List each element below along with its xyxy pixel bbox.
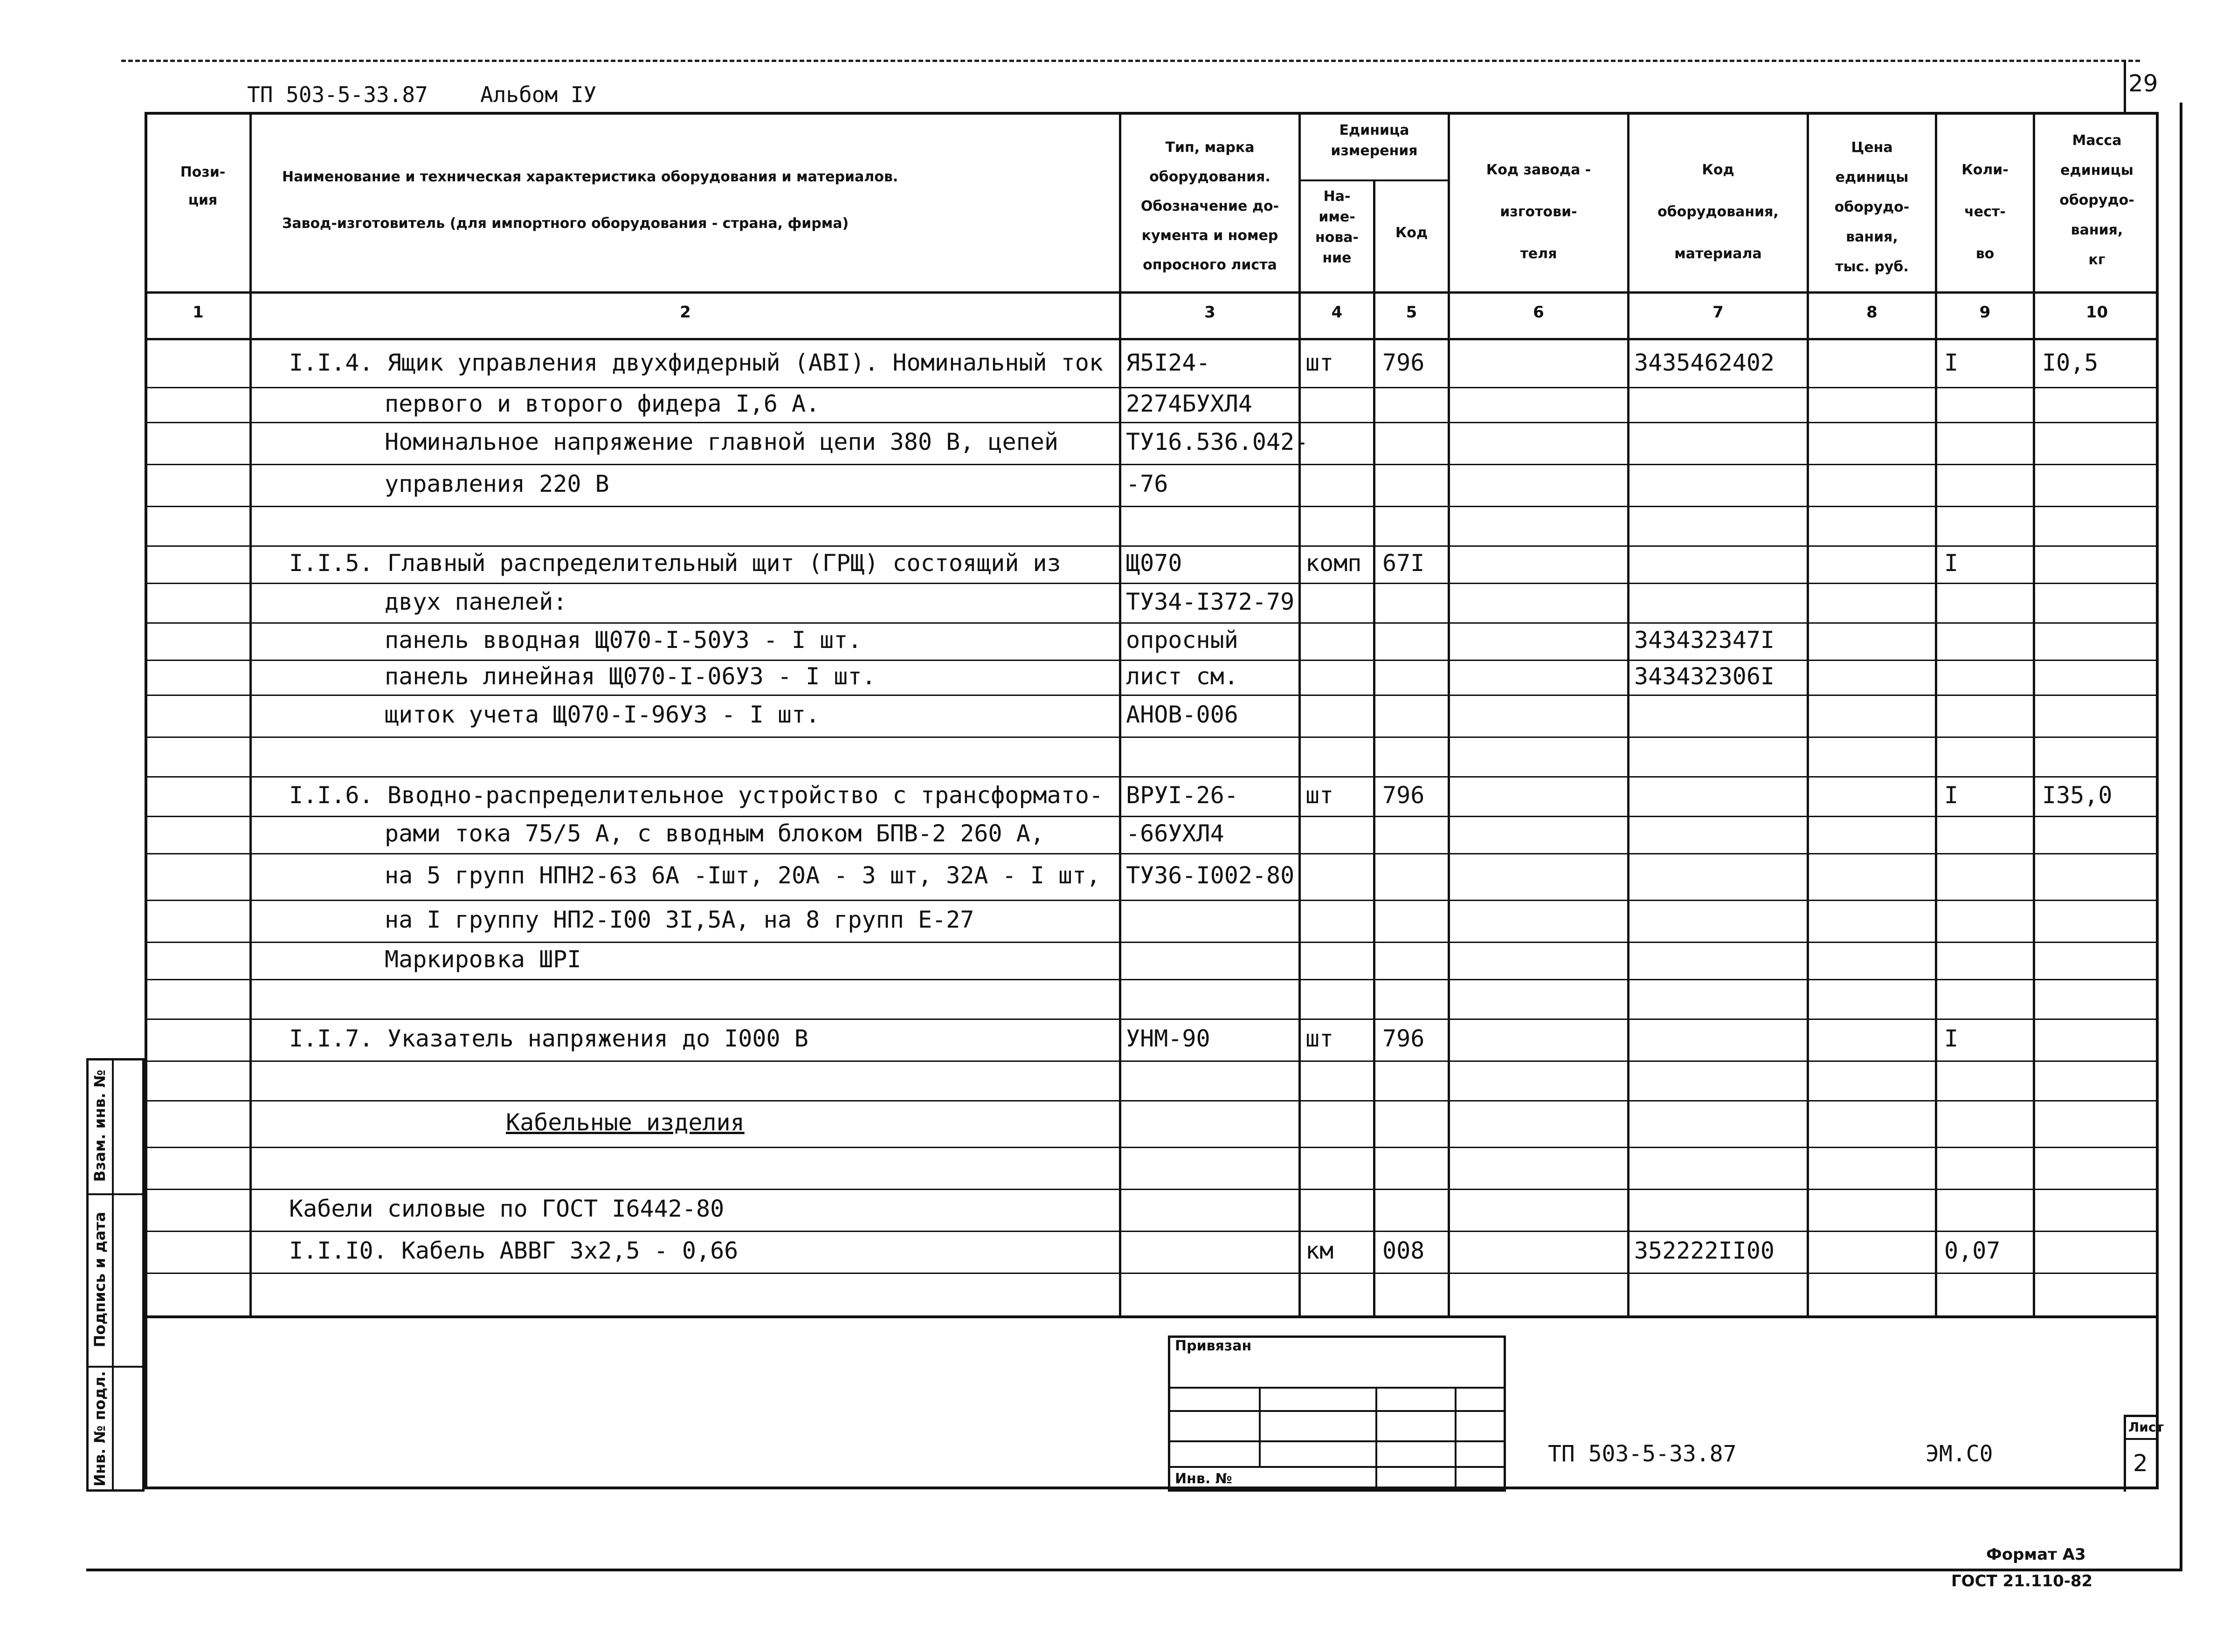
row-separator [145,695,2159,696]
cell-name: Кабели силовые по ГОСТ I6442-80 [289,1195,725,1222]
row-separator [145,816,2159,817]
row-separator [145,776,2159,778]
cell-type: ТУ34-I372-79 [1126,588,1295,615]
row-separator [145,853,2159,854]
cell-code: 796 [1382,781,1425,809]
row-separator [145,622,2159,624]
row-separator [145,1019,2159,1020]
list-label: Лист [2128,1419,2164,1435]
col-header-position: Пози- ция [180,164,226,208]
cell-mat-code: 343432347I [1634,626,1775,654]
cell-name: I.I.4. Ящик управления двухфидерный (АВI). Номинальный ток [289,349,1103,376]
cell-mat-code: 343432306I [1634,662,1775,690]
top-dashed-border [121,60,2140,62]
list-box-divider [2124,1438,2159,1440]
cell-unit: км [1305,1237,1334,1264]
cell-name: Маркировка ШРI [385,946,581,973]
cell-name: управления 220 В [385,470,609,497]
row-separator [145,464,2159,465]
row-separator [145,942,2159,943]
cell-type: ТУ36-I002-80 [1126,862,1295,889]
side-label-vzam: Взам. инв. № [91,1069,109,1182]
cell-name: панель вводная Щ070-I-50УЗ - I шт. [385,626,862,654]
cell-type: лист см. [1126,662,1238,690]
cell-name: I.I.5. Главный распределительный щит (ГРЩ) состоящий из [289,550,1061,577]
cell-qty: 0,07 [1944,1237,2001,1264]
col-header-factory-code: Код завода - изготови- теля [1486,162,1591,262]
cell-name: I.I.6. Вводно-распределительное устройство с трансформато- [289,781,1103,809]
cell-code: 796 [1382,349,1425,376]
title-doc-code: ТП 503-5-33.87 [1548,1441,1737,1467]
row-separator [145,387,2159,388]
row-separator [145,1100,2159,1101]
col-number-4: 4 [1331,303,1343,322]
col-header-material-code: Код оборудования, материала [1657,162,1779,262]
cell-name: щиток учета Щ070-I-96УЗ - I шт. [385,701,820,728]
cell-type: ВРУI-26- [1126,781,1238,809]
row-separator [145,583,2159,584]
side-label-podpis: Подпись и дата [91,1211,109,1348]
side-label-inv-podl: Инв. № подл. [91,1371,109,1487]
format-label: Формат А3 [1986,1545,2086,1564]
privyazan-vline-3 [1455,1387,1457,1492]
col-number-3: 3 [1204,303,1215,322]
cell-name: рами тока 75/5 А, с вводным блоком БПВ-2 260 А, [385,820,1044,847]
col-header-mass: Масса единицы оборудо- вания, кг [2059,132,2134,268]
cell-code: 67I [1382,550,1425,577]
cell-unit: комп [1305,550,1362,577]
cell-type: АНОВ-006 [1126,701,1238,728]
col-number-7: 7 [1712,303,1724,322]
row-separator [145,506,2159,507]
inv-no-label: Инв. № [1175,1471,1232,1487]
cell-unit: шт [1305,781,1334,809]
row-separator [145,422,2159,423]
side-stamp-div-2 [86,1366,145,1368]
row-separator [145,737,2159,738]
cell-type: 2274БУХЛ4 [1126,390,1252,417]
cell-code: 796 [1382,1025,1425,1052]
bottom-outer-line [86,1569,2182,1571]
cell-type: -66УХЛ4 [1126,820,1224,847]
side-stamp-inner-line [112,1058,114,1492]
cell-mass: I0,5 [2042,349,2099,376]
right-outer-line [2180,103,2182,1571]
doc-code-top: ТП 503-5-33.87 [247,82,428,107]
header-bottom-line [145,291,2159,294]
cell-qty: I [1944,349,1959,376]
album-label: Альбом IУ [480,82,597,107]
col-header-price: Цена единицы оборудо- вания, тыс. руб. [1834,139,1910,275]
cell-type: Щ070 [1126,550,1182,577]
gost-label: ГОСТ 21.110-82 [1951,1572,2093,1590]
cell-name: панель линейная Щ070-I-06УЗ - I шт. [385,662,876,690]
col-header-unit-code: Код [1395,225,1428,241]
privyazan-label: Привязан [1175,1338,1252,1354]
col-line-4 [1373,179,1375,1317]
col-header-name: Наименование и техническая характеристика оборудования и материалов. Завод-изготовитель (для импортного оборудования - страна, фирма) [282,169,898,232]
cell-name: Номинальное напряжение главной цепи 380 В, цепей [385,428,1058,455]
row-separator [145,1147,2159,1148]
row-separator [145,545,2159,547]
cell-qty: I [1944,550,1959,577]
col-header-unit-name: На- име- нова- ние [1315,188,1359,266]
col-header-quantity: Коли- чест- во [1961,162,2009,262]
section-title: Кабельные изделия [506,1109,745,1136]
col-number-6: 6 [1533,303,1544,322]
row-separator [145,979,2159,980]
row-separator [145,660,2159,661]
cell-unit: шт [1305,1025,1334,1052]
cell-name: первого и второго фидера I,6 А. [385,390,820,417]
cell-name: I.I.I0. Кабель АВВГ 3х2,5 - 0,66 [289,1237,739,1264]
row-separator [145,1273,2159,1274]
cell-type: опросный [1126,626,1238,654]
cell-mass: I35,0 [2042,781,2113,809]
list-number: 2 [2133,1450,2148,1477]
privyazan-vline-1 [1259,1387,1261,1466]
colnum-bottom-line [145,338,2159,340]
row-separator [145,1189,2159,1190]
cell-name: на I группу НП2-I00 3I,5А, на 8 групп Е-27 [385,906,974,933]
cell-mat-code: 3435462402 [1634,349,1775,376]
cell-unit: шт [1305,349,1334,376]
cell-qty: I [1944,1025,1959,1052]
cell-name: I.I.7. Указатель напряжения до I000 В [289,1025,808,1052]
col-number-9: 9 [1979,303,1991,322]
col-number-2: 2 [680,303,691,322]
row-separator [145,1060,2159,1062]
col-header-type: Тип, марка оборудования. Обозначение до- кумента и номер опросного листа [1140,139,1279,273]
col-number-1: 1 [193,303,204,322]
cell-qty: I [1944,781,1959,809]
row-separator [145,900,2159,901]
cell-type: Я5I24- [1126,349,1210,376]
sheet-corner-number: 29 [2128,70,2158,97]
row-separator [145,1231,2159,1232]
cell-name: на 5 групп НПН2-63 6А -Iшт, 20А - 3 шт, 32А - I шт, [385,862,1101,889]
table-bottom-line [145,1315,2159,1318]
cell-type: -76 [1126,470,1168,497]
col-number-5: 5 [1406,303,1417,322]
cell-code: 008 [1382,1237,1425,1264]
cell-name: двух панелей: [385,588,567,615]
cell-type: УНМ-90 [1126,1025,1210,1052]
col-number-8: 8 [1866,303,1878,322]
unit-subheader-line [1298,179,1450,181]
title-mark: ЭМ.С0 [1926,1441,1993,1467]
cell-mat-code: 352222II00 [1634,1237,1775,1264]
col-number-10: 10 [2085,303,2108,322]
col-header-unit: Единица измерения [1331,122,1418,159]
cell-type: ТУ16.536.042- [1126,428,1309,455]
privyazan-vline-2 [1375,1387,1377,1492]
